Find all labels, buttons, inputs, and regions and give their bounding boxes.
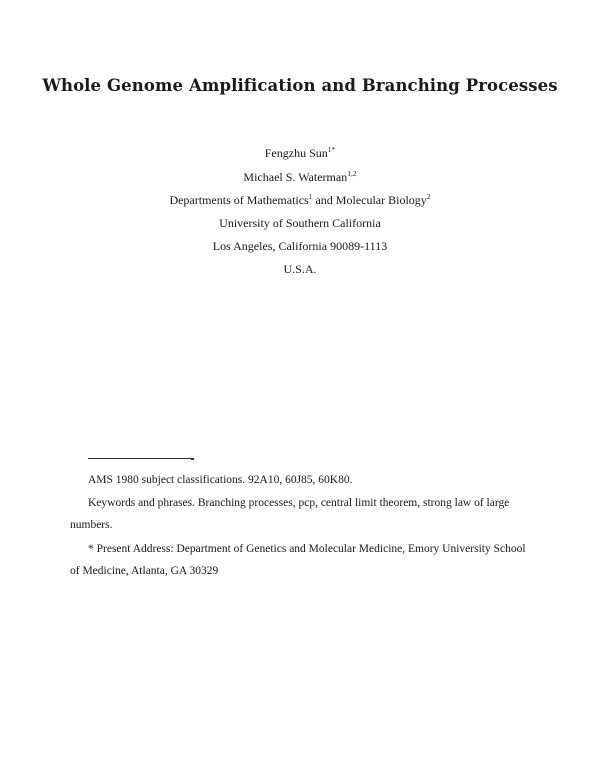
footnote-ams: [70, 469, 532, 491]
dept-sup-2: 2: [426, 192, 431, 201]
affiliation-city: Los Angeles, California 90089-1113: [212, 239, 388, 253]
author-1-sup: 1*: [327, 145, 336, 154]
footnote-rule: [88, 458, 192, 459]
footnote-address-text: * Present Address: Department of Genetics and Molecular Medicine, Emory University School of Medicine, Atlanta, GA 30329: [70, 543, 526, 577]
footnote-keywords-text: Keywords and phrases. Branching processes, pcp, central limit theorem, strong law of large numbers.: [70, 497, 510, 531]
author-1-name: Fengzhu Sun: [264, 146, 328, 160]
author-2-name: Michael S. Waterman: [243, 170, 348, 184]
dept-sup-1: 1: [308, 192, 313, 201]
footnote-keywords: [70, 492, 532, 536]
author-2: [0, 170, 600, 185]
dept-prefix: Departments of Mathematics: [169, 193, 309, 207]
footnote-ams-text: AMS 1980 subject classifications. 92A10, 60J85, 60K80.: [88, 474, 353, 486]
paper-title: Whole Genome Amplification and Branching Processes: [42, 76, 558, 95]
author-1: [0, 146, 600, 161]
dept-mid: and Molecular Biology: [312, 193, 427, 207]
affiliation-university: University of Southern California: [219, 216, 381, 230]
affiliation-country: U.S.A.: [283, 262, 317, 276]
footnote-address: [70, 538, 532, 582]
author-2-sup: 1,2: [347, 169, 357, 178]
footnote-rule-tick: [191, 458, 194, 460]
affiliation-departments: [0, 193, 600, 208]
